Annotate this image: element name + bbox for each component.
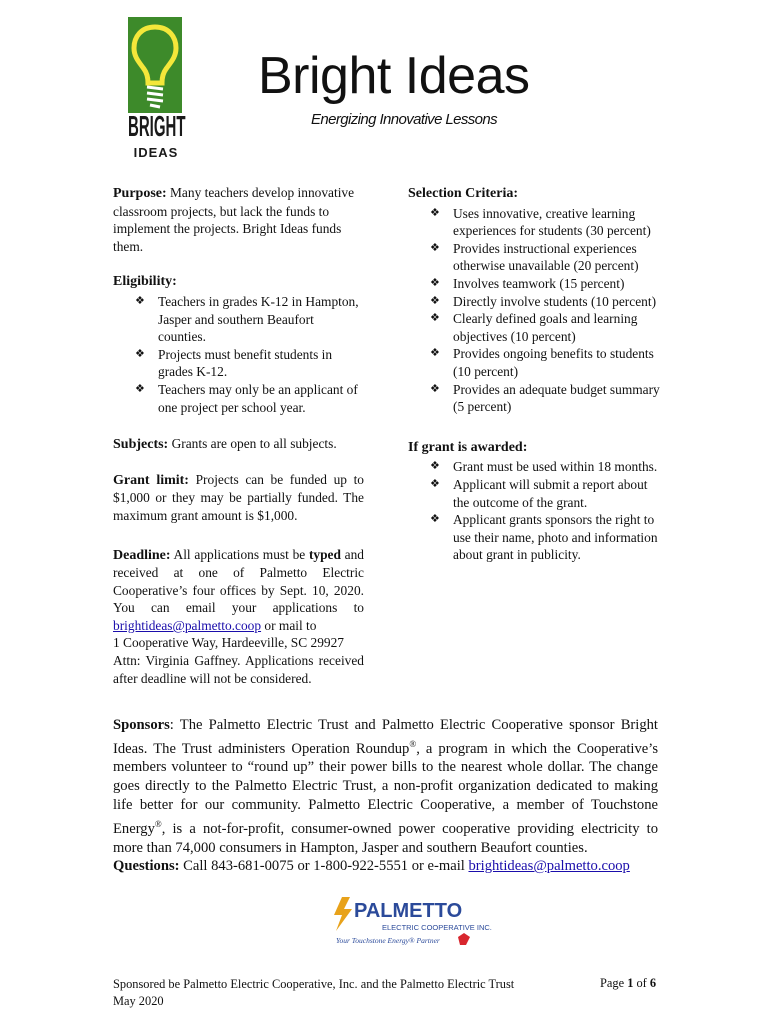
bullet-icon: ❖	[430, 477, 440, 490]
bullet-icon: ❖	[430, 460, 440, 473]
list-item-text: Uses innovative, creative learning experiences for students (30 percent)	[453, 205, 651, 239]
purpose-text: Many teachers develop innovative classroom projects, but lack the funds to implement the projects. Bright Ideas funds them.	[113, 185, 355, 254]
list-item-text: Applicant will submit a report about the outcome of the grant.	[453, 476, 648, 510]
deadline-address: 1 Cooperative Way, Hardeeville, SC 29927	[113, 635, 344, 651]
bullet-icon: ❖	[135, 294, 145, 307]
sponsors-text: , a program in which the Cooperative’s members volunteer to “round up” their power bills to the nearest whole dollar. The change goes directly to the Palmetto Electric Trust, a non-profit organization dedicated to making life better for our community. Palmetto Electric Cooperative, a member of Touchstone Energy	[113, 740, 658, 837]
bullet-icon: ❖	[430, 382, 440, 395]
questions-label: Questions:	[113, 858, 180, 874]
awarded-label: If grant is awarded:	[408, 439, 528, 455]
page-number	[600, 976, 656, 991]
footer-sponsor-line: Sponsored be Palmetto Electric Cooperative, Inc. and the Palmetto Electric Trust	[113, 977, 515, 991]
bullet-icon: ❖	[135, 347, 145, 360]
right-column	[408, 184, 660, 564]
list-item	[408, 205, 660, 240]
page-label: Page	[600, 976, 628, 990]
subjects-text: Grants are open to all subjects.	[168, 436, 337, 452]
deadline-label: Deadline:	[113, 547, 171, 563]
list-item	[408, 345, 660, 380]
bullet-icon: ❖	[430, 347, 440, 360]
logo-wordmark	[128, 113, 184, 160]
registered-mark: ®	[409, 738, 417, 749]
awarded-list	[408, 458, 660, 564]
bullet-icon: ❖	[430, 294, 440, 307]
page-subtitle: Energizing Innovative Lessons	[311, 111, 498, 128]
deadline-email-link[interactable]: brightideas@palmetto.coop	[113, 617, 262, 633]
list-item-text: Grant must be used within 18 months.	[453, 459, 658, 475]
selection-heading	[408, 184, 660, 203]
list-item-text: Teachers in grades K-12 in Hampton, Jasper and southern Beaufort counties.	[158, 293, 359, 345]
sponsors-text: , is a not-for-profit, consumer-owned power cooperative providing electricity to more than 74,000 consumers in Hampton, Jasper and southern Beaufort counties.	[113, 820, 658, 856]
bullet-icon: ❖	[430, 312, 440, 325]
list-item-text: Involves teamwork (15 percent)	[453, 275, 625, 291]
left-column	[113, 184, 364, 687]
list-item-text: Projects must benefit students in grades K-12.	[158, 346, 333, 380]
list-item-text: Applicant grants sponsors the right to use their name, photo and information about grant in publicity.	[453, 512, 658, 563]
page-total: 6	[649, 976, 657, 990]
purpose-paragraph	[113, 184, 364, 255]
list-item-text: Directly involve students (10 percent)	[453, 293, 657, 309]
list-item	[113, 381, 364, 416]
deadline-attn: Attn: Virginia Gaffney. Applications received after deadline will not be considered.	[113, 653, 364, 686]
questions-text: Call 843-681-0075 or 1-800-922-5551 or e-mail	[179, 858, 469, 874]
list-item	[408, 293, 660, 311]
bullet-icon: ❖	[430, 241, 440, 254]
deadline-text: and received at one of Palmetto Electric Cooperative’s four offices by Sept. 10, 2020. You can email your applications to	[113, 546, 364, 616]
palmetto-logo-sub: ELECTRIC COOPERATIVE INC.	[382, 923, 492, 932]
list-item	[408, 476, 660, 511]
touchstone-energy-icon	[458, 933, 470, 945]
palmetto-bolt-icon	[330, 893, 492, 949]
sponsors-paragraph	[113, 716, 658, 857]
selection-list	[408, 205, 660, 416]
list-item	[113, 346, 364, 381]
page-of: of	[633, 976, 650, 990]
deadline-typed-emphasis: typed	[308, 546, 341, 562]
list-item-text: Provides an adequate budget summary (5 percent)	[453, 381, 660, 415]
sponsors-label: Sponsors	[113, 717, 170, 733]
purpose-label: Purpose:	[113, 186, 167, 201]
sponsors-text: : The Palmetto Electric Trust and Palmetto Electric Cooperative sponsor Bright Ideas. The Trust administers Operation Roundup	[113, 717, 658, 757]
eligibility-heading	[113, 272, 364, 291]
subjects-paragraph	[113, 435, 364, 454]
list-item	[113, 293, 364, 346]
questions-line	[113, 858, 630, 875]
list-item	[408, 310, 660, 345]
deadline-text: or mail to	[261, 617, 317, 633]
grant-limit-paragraph	[113, 471, 364, 525]
list-item-text: Provides instructional experiences otherwise unavailable (20 percent)	[453, 240, 639, 274]
logo-ideas-text: IDEAS	[133, 145, 179, 160]
palmetto-logo-tag: Your Touchstone Energy® Partner	[336, 936, 440, 945]
eligibility-label: Eligibility:	[113, 274, 177, 290]
deadline-text: All applications must be	[170, 546, 309, 562]
selection-label: Selection Criteria:	[408, 186, 519, 201]
bullet-icon: ❖	[135, 382, 145, 395]
list-item	[408, 458, 660, 476]
grant-limit-label: Grant limit:	[113, 472, 189, 488]
palmetto-logo	[330, 893, 492, 949]
list-item	[408, 511, 660, 564]
page-current: 1	[627, 976, 634, 990]
lightbulb-icon	[128, 17, 182, 113]
footer	[113, 976, 514, 1009]
list-item-text: Teachers may only be an applicant of one project per school year.	[158, 381, 358, 415]
eligibility-list	[113, 293, 364, 416]
bright-ideas-logo	[128, 17, 182, 113]
bullet-icon: ❖	[430, 276, 440, 289]
list-item	[408, 275, 660, 293]
subjects-label: Subjects:	[113, 437, 169, 453]
bullet-icon: ❖	[430, 206, 440, 219]
list-item	[408, 240, 660, 275]
awarded-heading	[408, 438, 660, 457]
questions-email-link[interactable]: brightideas@palmetto.coop	[468, 858, 630, 874]
logo-bright-text: BRIGHT	[128, 111, 186, 144]
registered-mark: ®	[154, 818, 162, 829]
palmetto-logo-name: PALMETTO	[354, 900, 463, 922]
grant-limit-text: Projects can be funded up to $1,000 or they may be partially funded. The maximum grant amount is $1,000.	[113, 471, 365, 523]
footer-date: May 2020	[113, 993, 164, 1008]
bullet-icon: ❖	[430, 513, 440, 526]
list-item	[408, 381, 660, 416]
page-title: Bright Ideas	[258, 47, 530, 105]
deadline-paragraph	[113, 546, 364, 688]
list-item-text: Provides ongoing benefits to students (10 percent)	[453, 346, 654, 379]
list-item-text: Clearly defined goals and learning objectives (10 percent)	[453, 311, 638, 344]
